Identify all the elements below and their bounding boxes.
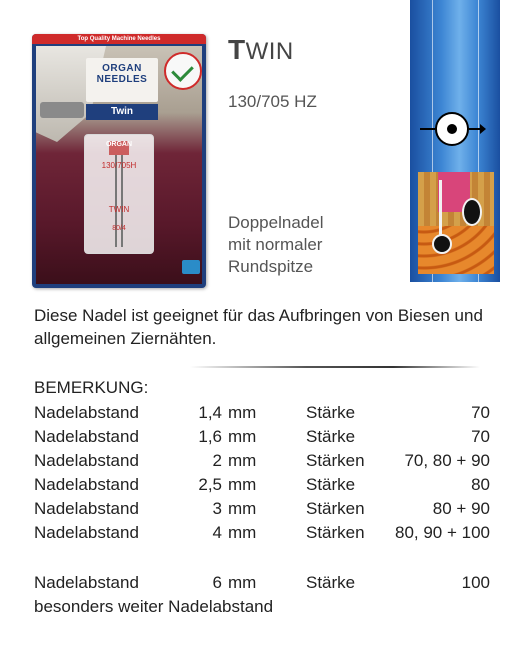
brand-logo [86, 58, 158, 102]
description-line: Doppelnadel [228, 213, 324, 232]
wide-spacing-note: besonders weiter Nadelabstand [34, 597, 274, 616]
row-size-label: Stärken [306, 499, 365, 518]
brand-line-1: ORGAN [102, 63, 142, 74]
spacing-row [34, 451, 490, 475]
brand-line-2: NEEDLES [96, 74, 148, 85]
needle-description [228, 212, 398, 278]
fabric-illustration [418, 172, 494, 274]
row-sizes: 100 [461, 573, 490, 592]
row-label: Nadelabstand [34, 451, 139, 470]
row-size-label: Stärke [306, 573, 356, 592]
arrow-line [420, 128, 435, 130]
sewing-machine-icon [182, 260, 200, 274]
row-label: Nadelabstand [34, 475, 139, 494]
row-size-label: Stärken [306, 451, 365, 470]
spacing-row [34, 499, 490, 523]
row-spacing: 4 [212, 523, 222, 542]
row-unit: mm [228, 573, 257, 592]
needle-illustration [439, 180, 442, 240]
row-spacing: 2 [212, 451, 222, 470]
needle-size: 80/4 [112, 225, 126, 232]
needle-code: 130/705H [101, 161, 137, 170]
row-sizes: 80, 90 + 100 [394, 523, 490, 542]
row-label: Nadelabstand [34, 523, 139, 542]
spacing-row-wide [34, 573, 490, 597]
row-unit: mm [228, 403, 257, 422]
needle-blister [84, 134, 154, 254]
presser-foot [40, 102, 84, 118]
row-spacing: 1,4 [198, 403, 222, 422]
row-size-label: Stärke [306, 403, 356, 422]
row-spacing: 2,5 [198, 475, 222, 494]
row-label: Nadelabstand [34, 573, 139, 592]
stitch-hole [432, 234, 452, 254]
divider [190, 366, 480, 368]
spacing-row [34, 523, 490, 547]
row-sizes: 70, 80 + 90 [404, 451, 490, 470]
row-spacing: 1,6 [198, 427, 222, 446]
spacing-row [34, 427, 490, 451]
description-line: mit normaler [228, 235, 323, 254]
row-spacing: 3 [212, 499, 222, 518]
spacing-row [34, 403, 490, 427]
row-size-label: Stärken [306, 523, 365, 542]
intro-text: Diese Nadel ist geeignet für das Aufbringen von Biesen und allgemeinen Ziernähten. [34, 306, 483, 348]
needle-type: TWIN [108, 205, 130, 214]
remarks-title: BEMERKUNG: [34, 378, 149, 397]
row-label: Nadelabstand [34, 403, 139, 422]
row-spacing: 6 [212, 573, 222, 592]
title-rest: WIN [245, 38, 294, 65]
row-sizes: 70 [471, 403, 490, 422]
row-unit: mm [228, 451, 257, 470]
spacing-row [34, 475, 490, 499]
stitch-hole [462, 198, 482, 226]
needle-diagram [410, 0, 500, 282]
row-unit: mm [228, 499, 257, 518]
quality-seal-icon [164, 52, 202, 90]
row-label: Nadelabstand [34, 427, 139, 446]
description-line: Rundspitze [228, 257, 314, 276]
row-sizes: 70 [471, 427, 490, 446]
needle-brand: ORGAN [105, 141, 133, 148]
row-label: Nadelabstand [34, 499, 139, 518]
system-code: 130/705 HZ [228, 92, 317, 111]
package-variant-label: Twin [86, 104, 158, 120]
arrow-right-icon [469, 128, 484, 130]
package-top-strip: Top Quality Machine Needles [32, 34, 206, 44]
row-sizes: 80 [471, 475, 490, 494]
page-title [228, 34, 294, 66]
row-size-label: Stärke [306, 475, 356, 494]
row-sizes: 80 + 90 [432, 499, 490, 518]
row-unit: mm [228, 427, 257, 446]
row-unit: mm [228, 523, 257, 542]
row-size-label: Stärke [306, 427, 356, 446]
title-initial: T [228, 34, 246, 65]
needle-package-image [32, 34, 206, 288]
eye-direction-icon [435, 112, 469, 146]
row-unit: mm [228, 475, 257, 494]
